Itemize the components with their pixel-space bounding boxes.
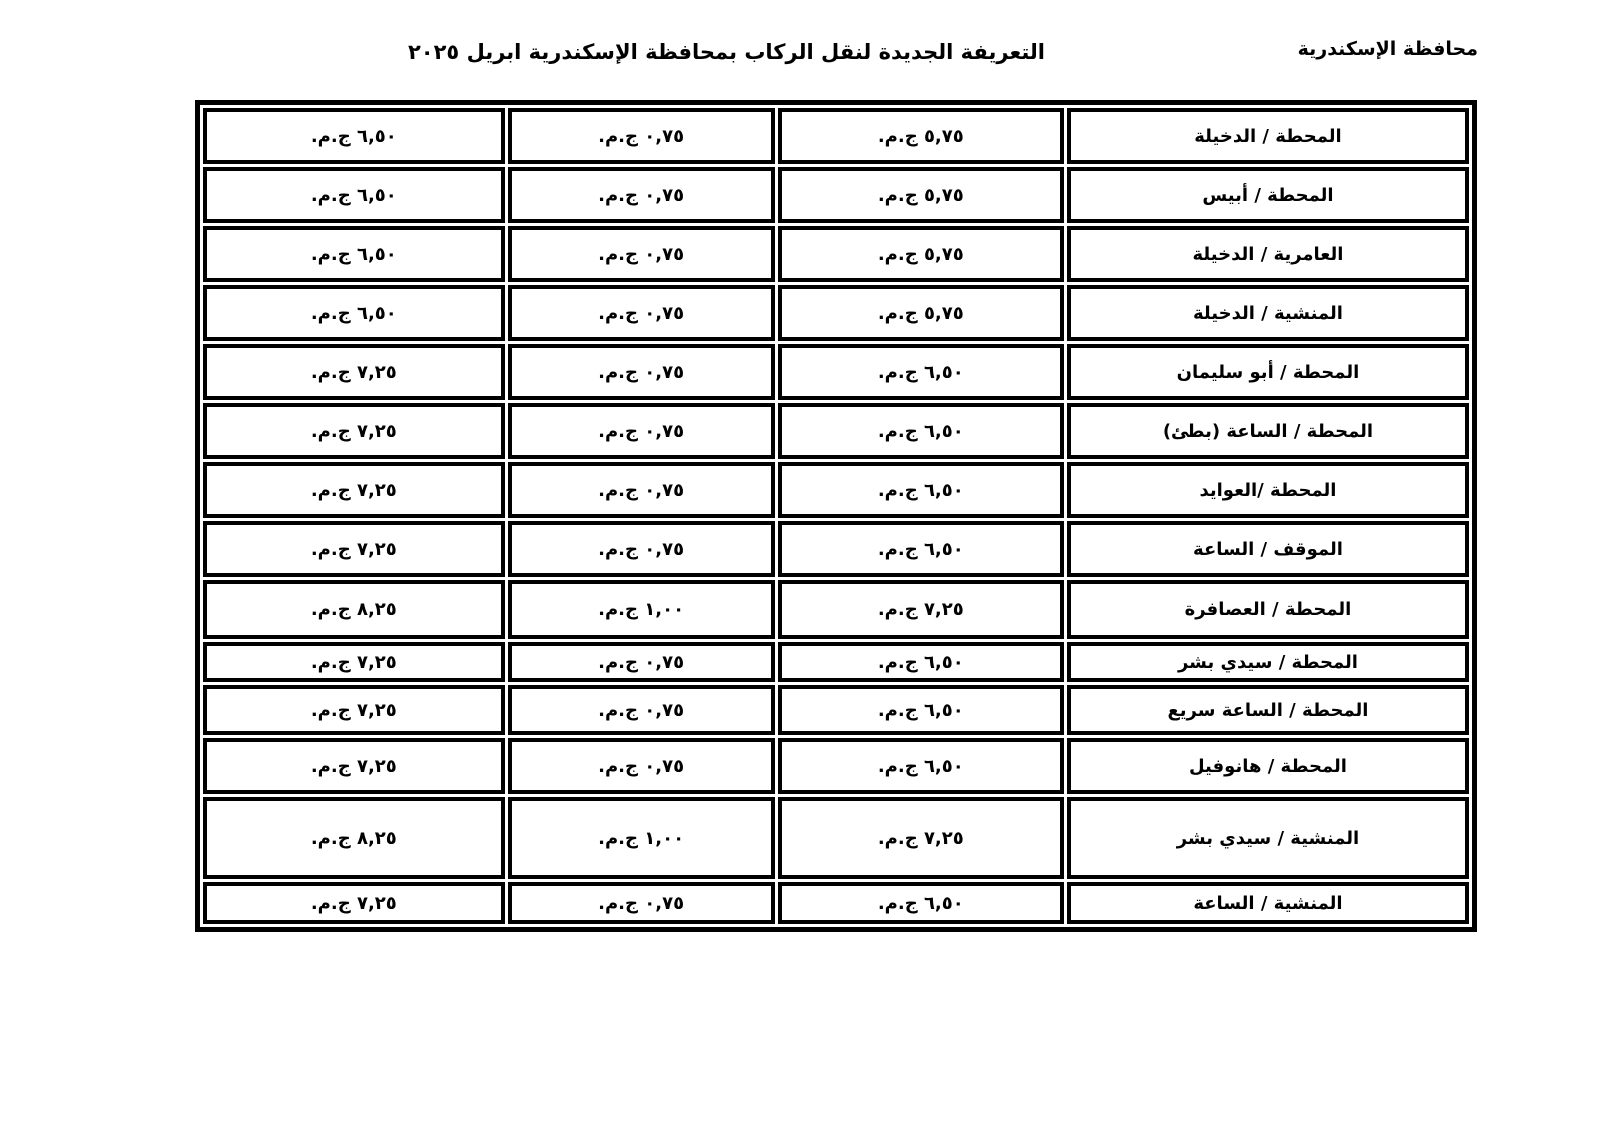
fare-cell: ٦,٥٠ ج.م. — [778, 642, 1064, 682]
fare-table — [195, 100, 1477, 932]
fare-cell: ٠,٧٥ ج.م. — [508, 462, 775, 518]
fare-cell: ٦,٥٠ ج.م. — [778, 882, 1064, 924]
fare-cell: ٧,٢٥ ج.م. — [203, 642, 505, 682]
fare-cell: ٠,٧٥ ج.م. — [508, 285, 775, 341]
table-row — [203, 580, 1469, 639]
fare-cell: ٧,٢٥ ج.م. — [203, 738, 505, 794]
route-cell: المحطة / أبيس — [1067, 167, 1469, 223]
route-cell: المحطة / أبو سليمان — [1067, 344, 1469, 400]
fare-cell: ٨,٢٥ ج.م. — [203, 797, 505, 879]
fare-cell: ٥,٧٥ ج.م. — [778, 226, 1064, 282]
table-row — [203, 738, 1469, 794]
fare-cell: ٥,٧٥ ج.م. — [778, 108, 1064, 164]
route-cell: العامرية / الدخيلة — [1067, 226, 1469, 282]
route-cell: المنشية / سيدي بشر — [1067, 797, 1469, 879]
document-title: التعريفة الجديدة لنقل الركاب بمحافظة الإسكندرية ابريل ٢٠٢٥ — [407, 40, 1045, 64]
governorate-label: محافظة الإسكندرية — [1297, 38, 1478, 60]
route-cell: المحطة / هانوفيل — [1067, 738, 1469, 794]
table-row — [203, 642, 1469, 682]
route-cell: المحطة / الساعة (بطئ) — [1067, 403, 1469, 459]
table-row — [203, 108, 1469, 164]
route-cell: المحطة / سيدي بشر — [1067, 642, 1469, 682]
fare-cell: ٠,٧٥ ج.م. — [508, 642, 775, 682]
fare-cell: ٠,٧٥ ج.م. — [508, 521, 775, 577]
fare-cell: ٦,٥٠ ج.م. — [203, 226, 505, 282]
table-row — [203, 285, 1469, 341]
table-row — [203, 462, 1469, 518]
fare-cell: ٧,٢٥ ج.م. — [203, 521, 505, 577]
table-row — [203, 403, 1469, 459]
table-row — [203, 521, 1469, 577]
fare-cell: ٦,٥٠ ج.م. — [203, 167, 505, 223]
fare-cell: ٠,٧٥ ج.م. — [508, 108, 775, 164]
table-row — [203, 226, 1469, 282]
fare-cell: ١,٠٠ ج.م. — [508, 797, 775, 879]
route-cell: المنشية / الساعة — [1067, 882, 1469, 924]
fare-cell: ٧,٢٥ ج.م. — [203, 403, 505, 459]
fare-cell: ٧,٢٥ ج.م. — [203, 462, 505, 518]
fare-cell: ٠,٧٥ ج.م. — [508, 882, 775, 924]
table-row — [203, 882, 1469, 924]
fare-cell: ٥,٧٥ ج.م. — [778, 285, 1064, 341]
table-row — [203, 344, 1469, 400]
route-cell: الموقف / الساعة — [1067, 521, 1469, 577]
fare-cell: ٠,٧٥ ج.م. — [508, 685, 775, 735]
fare-cell: ٠,٧٥ ج.م. — [508, 738, 775, 794]
table-row — [203, 167, 1469, 223]
fare-cell: ٠,٧٥ ج.م. — [508, 403, 775, 459]
route-cell: المحطة / الدخيلة — [1067, 108, 1469, 164]
fare-cell: ٦,٥٠ ج.م. — [203, 285, 505, 341]
route-cell: المحطة / الساعة سريع — [1067, 685, 1469, 735]
fare-cell: ١,٠٠ ج.م. — [508, 580, 775, 639]
table-row — [203, 685, 1469, 735]
fare-cell: ٦,٥٠ ج.م. — [778, 685, 1064, 735]
fare-cell: ٦,٥٠ ج.م. — [778, 403, 1064, 459]
fare-cell: ٦,٥٠ ج.م. — [778, 521, 1064, 577]
fare-cell: ٧,٢٥ ج.م. — [203, 344, 505, 400]
fare-cell: ٨,٢٥ ج.م. — [203, 580, 505, 639]
fare-cell: ٦,٥٠ ج.م. — [778, 344, 1064, 400]
fare-cell: ٧,٢٥ ج.م. — [778, 797, 1064, 879]
fare-cell: ٥,٧٥ ج.م. — [778, 167, 1064, 223]
fare-cell: ٠,٧٥ ج.م. — [508, 167, 775, 223]
fare-cell: ٧,٢٥ ج.م. — [778, 580, 1064, 639]
fare-cell: ٦,٥٠ ج.م. — [778, 738, 1064, 794]
fare-cell: ٠,٧٥ ج.م. — [508, 344, 775, 400]
route-cell: المنشية / الدخيلة — [1067, 285, 1469, 341]
fare-cell: ٧,٢٥ ج.م. — [203, 685, 505, 735]
fare-cell: ٦,٥٠ ج.م. — [203, 108, 505, 164]
fare-cell: ٧,٢٥ ج.م. — [203, 882, 505, 924]
route-cell: المحطة /العوايد — [1067, 462, 1469, 518]
table-row — [203, 797, 1469, 879]
fare-cell: ٠,٧٥ ج.م. — [508, 226, 775, 282]
fare-cell: ٦,٥٠ ج.م. — [778, 462, 1064, 518]
route-cell: المحطة / العصافرة — [1067, 580, 1469, 639]
